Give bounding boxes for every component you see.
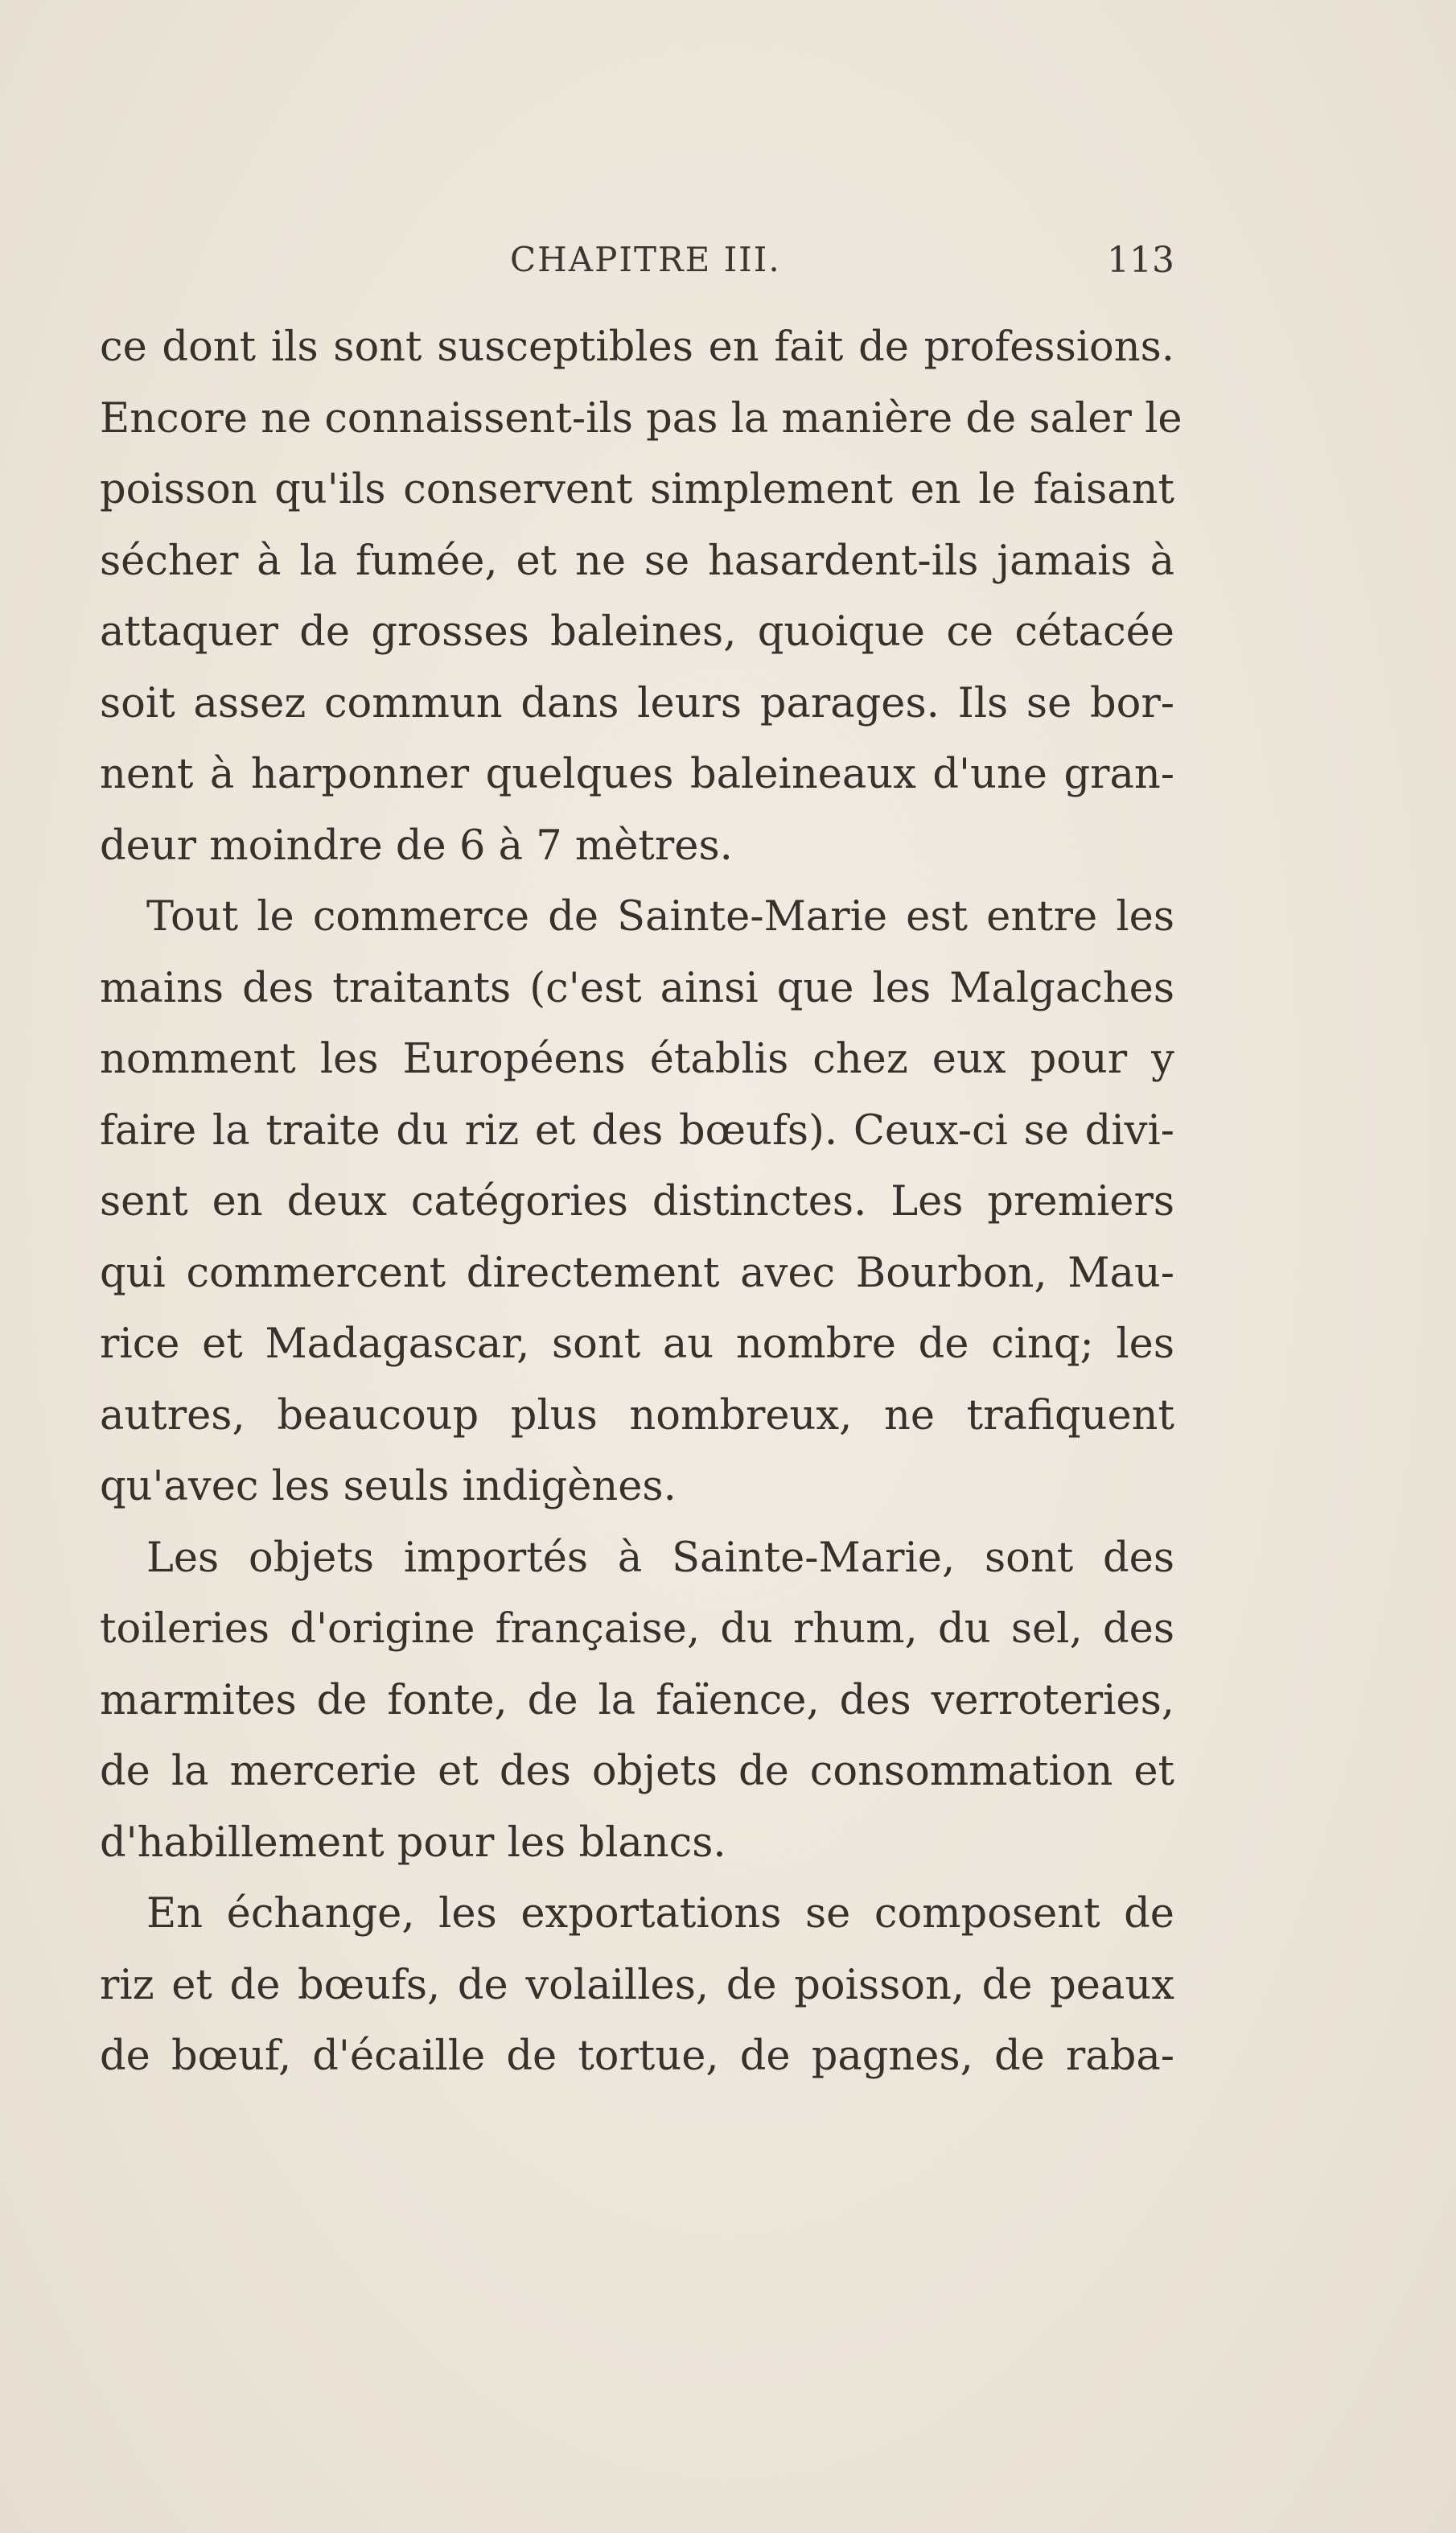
page-number: 113 [1107, 240, 1174, 281]
text-line: sent en deux catégories distinctes. Les premiers [100, 1178, 1174, 1225]
text-line: marmites de fonte, de la faïence, des verroteries, [100, 1676, 1174, 1724]
text-line: poisson qu'ils conservent simplement en le faisant [100, 466, 1174, 513]
text-line: En échange, les exportations se composent de [146, 1890, 1174, 1938]
text-line: nomment les Européens établis chez eux pour y [100, 1036, 1174, 1083]
text-line: ce dont ils sont susceptibles en fait de professions. [100, 323, 1174, 371]
text-line: rice et Madagascar, sont au nombre de cinq; les [100, 1320, 1174, 1368]
running-head: CHAPITRE III. [510, 240, 781, 279]
text-line: soit assez commun dans leurs parages. Ils se bor- [100, 679, 1174, 727]
text-line: riz et de bœufs, de volailles, de poisson, de peaux [100, 1961, 1174, 2009]
text-line: attaquer de grosses baleines, quoique ce cétacée [100, 608, 1174, 656]
page-header [100, 240, 1174, 296]
text-line: de la mercerie et des objets de consommation et [100, 1748, 1174, 1795]
body-text [100, 312, 1182, 2093]
text-line: Les objets importés à Sainte-Marie, sont des [146, 1534, 1174, 1582]
text-line: Encore ne connaissent-ils pas la manière de saler le [100, 394, 1182, 443]
text-line: sécher à la fumée, et ne se hasardent-ils jamais à [100, 537, 1174, 585]
text-line: d'habillement pour les blancs. [100, 1818, 726, 1867]
text-line: autres, beaucoup plus nombreux, ne trafiquent [100, 1391, 1174, 1439]
text-line: qui commercent directement avec Bourbon, Mau- [100, 1249, 1174, 1297]
text-line: nent à harponner quelques baleineaux d'une gran- [100, 751, 1174, 798]
text-line: deur moindre de 6 à 7 mètres. [100, 822, 733, 870]
text-line: toileries d'origine française, du rhum, du sel, des [100, 1605, 1174, 1653]
text-line: mains des traitants (c'est ainsi que les Malgaches [100, 964, 1174, 1012]
text-line: Tout le commerce de Sainte-Marie est entre les [146, 893, 1174, 941]
text-line: qu'avec les seuls indigènes. [100, 1463, 677, 1510]
text-line: de bœuf, d'écaille de tortue, de pagnes, de raba- [100, 2033, 1174, 2080]
text-line: faire la traite du riz et des bœufs). Ceux-ci se divi- [100, 1106, 1174, 1155]
